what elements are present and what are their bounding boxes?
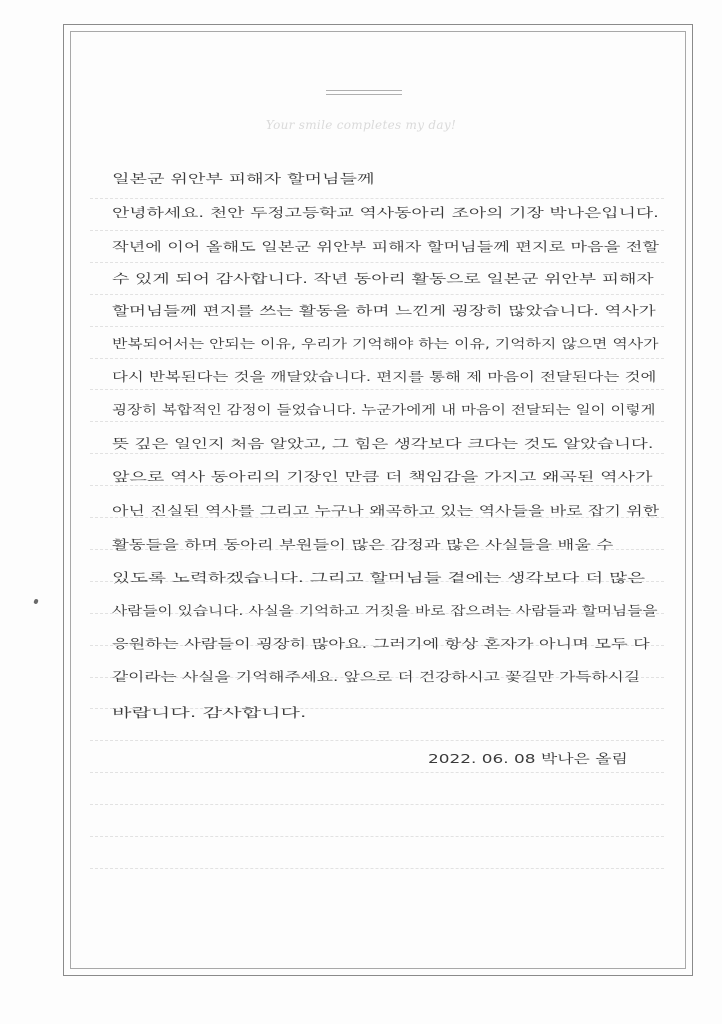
ruled-line bbox=[90, 453, 664, 454]
letter-line: 활동들을 하며 동아리 부원들이 많은 감정과 많은 사실들을 배울 수 bbox=[112, 537, 614, 552]
letter-line: 바랍니다. 감사합니다. bbox=[112, 705, 307, 720]
ruled-line bbox=[90, 358, 664, 359]
letter-line: 굉장히 복합적인 감정이 들었습니다. 누군가에게 내 마음이 전달되는 일이 이렇게 bbox=[112, 402, 656, 417]
letter-line: 안녕하세요. 천안 두정고등학교 역사동아리 조아의 기장 박나은입니다. bbox=[112, 205, 659, 220]
letter-line: 다시 반복된다는 것을 깨달았습니다. 편지를 통해 제 마음이 전달된다는 것에 bbox=[112, 369, 657, 384]
ruled-line bbox=[90, 421, 664, 422]
letter-line: 같이라는 사실을 기억해주세요. 앞으로 더 건강하시고 꽃길만 가득하시길 bbox=[112, 669, 641, 684]
ruled-line bbox=[90, 294, 664, 295]
letter-line: 반복되어서는 안되는 이유, 우리가 기억해야 하는 이유, 기억하지 않으면 역사가 bbox=[112, 336, 659, 351]
letter-line: 할머님들께 편지를 쓰는 활동을 하며 느낀게 굉장히 많았습니다. 역사가 bbox=[112, 303, 656, 318]
letter-line: 아닌 진실된 역사를 그리고 누구나 왜곡하고 있는 역사들을 바로 잡기 위한 bbox=[112, 503, 660, 518]
letter-line: 응원하는 사람들이 굉장히 많아요. 그러기에 항상 혼자가 아니며 모두 다 bbox=[112, 636, 650, 651]
ruled-line bbox=[90, 198, 664, 199]
letter-line: 수 있게 되어 감사합니다. 작년 동아리 활동으로 일본군 위안부 피해자 bbox=[112, 271, 654, 286]
ruled-line bbox=[90, 868, 664, 869]
letter-line: 뜻 깊은 일인지 처음 알았고, 그 힘은 생각보다 크다는 것도 알았습니다. bbox=[112, 436, 654, 451]
ruled-line bbox=[90, 326, 664, 327]
letter-salutation: 일본군 위안부 피해자 할머님들께 bbox=[112, 171, 375, 186]
letter-line: 있도록 노력하겠습니다. 그리고 할머님들 곁에는 생각보다 더 많은 bbox=[112, 570, 646, 585]
ruled-line bbox=[90, 836, 664, 837]
top-ornament-double-line bbox=[326, 90, 402, 95]
ruled-line bbox=[90, 485, 664, 486]
ruled-line bbox=[90, 740, 664, 741]
stationery-tagline: Your smile completes my day! bbox=[265, 118, 457, 132]
ruled-line bbox=[90, 389, 664, 390]
letter-line: 작년에 이어 올해도 일본군 위안부 피해자 할머님들께 편지로 마음을 전할 bbox=[112, 239, 659, 254]
ruled-line bbox=[90, 230, 664, 231]
letter-line: 앞으로 역사 동아리의 기장인 만큼 더 책임감을 가지고 왜곡된 역사가 bbox=[112, 469, 653, 484]
letter-signature: 2022. 06. 08 박나은 올림 bbox=[428, 751, 628, 766]
ruled-line bbox=[90, 804, 664, 805]
letter-line: 사람들이 있습니다. 사실을 기억하고 거짓을 바로 잡으려는 사람들과 할머님들을 bbox=[112, 603, 658, 618]
ruled-line bbox=[90, 772, 664, 773]
ruled-line bbox=[90, 262, 664, 263]
ink-speck bbox=[33, 598, 38, 604]
